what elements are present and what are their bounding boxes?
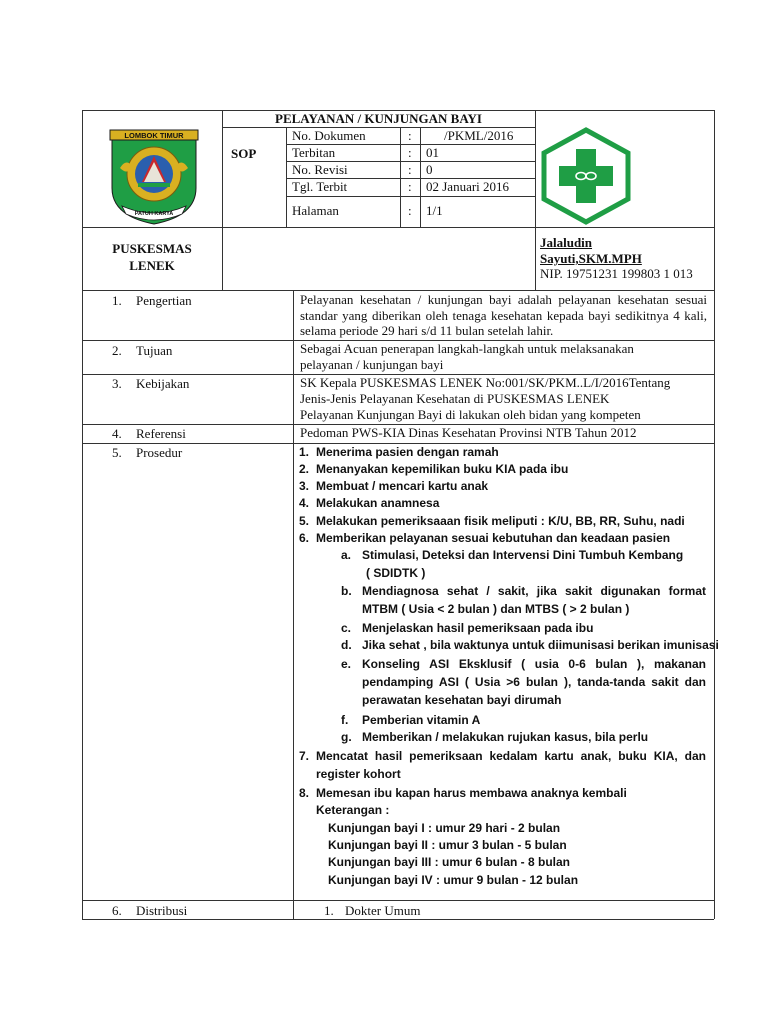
procedure-substep-letter: g. xyxy=(341,730,352,744)
section-label-pengertian: Pengertian xyxy=(136,293,192,308)
procedure-substep: Menjelaskan hasil pemeriksaan pada ibu xyxy=(362,621,594,635)
procedure-step-number: 2. xyxy=(299,462,310,476)
svg-text:PATUH KARYA: PATUH KARYA xyxy=(134,211,174,217)
section-text-referensi: Pedoman PWS-KIA Dinas Kesehatan Provinsi NTB Tahun 2012 xyxy=(300,425,637,440)
section-label-tujuan: Tujuan xyxy=(136,343,173,358)
section-number: 2. xyxy=(112,343,122,358)
procedure-substep-continuation: ( SDIDTK ) xyxy=(366,566,426,580)
procedure-step: Menanyakan kepemilikan buku KIA pada ibu xyxy=(316,462,569,476)
procedure-step-number: 1. xyxy=(299,445,310,459)
procedure-substep-letter: f. xyxy=(341,713,349,727)
procedure-substep-letter: e. xyxy=(341,657,352,671)
meta-colon: : xyxy=(408,203,412,218)
procedure-note-label: Keterangan : xyxy=(316,803,390,817)
procedure-substep: Mendiagnosa sehat / sakit, jika sakit digunakan format MTBM ( Usia < 2 bulan ) dan MTBS ( > 2 bulan ) xyxy=(362,584,706,616)
meta-colon: : xyxy=(408,162,412,177)
meta-value-document-number: /PKML/2016 xyxy=(444,128,514,143)
procedure-substep: Konseling ASI Eksklusif ( usia 0-6 bulan ), makanan pendamping ASI ( Usia >6 bulan ), tanda-tanda sakit dan perawatan kesehatan bayi dirumah xyxy=(362,657,706,707)
procedure-substep: Pemberian vitamin A xyxy=(362,713,481,727)
sop-label: SOP xyxy=(231,146,257,161)
distribution-item: Dokter Umum xyxy=(345,903,421,918)
procedure-step: Melakukan anamnesa xyxy=(316,496,440,510)
procedure-step: Melakukan pemeriksaaan fisik meliputi : K/U, BB, RR, Suhu, nadi xyxy=(316,514,685,528)
section-label-distribusi: Distribusi xyxy=(136,903,188,918)
procedure-step: Memesan ibu kapan harus membawa anaknya kembali xyxy=(316,786,627,800)
signer-title: Sayuti,SKM.MPH xyxy=(540,251,642,266)
procedure-substep-letter: d. xyxy=(341,638,352,652)
procedure-step-number: 5. xyxy=(299,514,310,528)
procedure-step-number: 8. xyxy=(299,786,310,800)
procedure-substep: Jika sehat , bila waktunya untuk diimunisasi berikan imunisasi xyxy=(362,638,719,652)
section-number: 5. xyxy=(112,445,122,460)
section-label-prosedur: Prosedur xyxy=(136,445,183,460)
document-title: PELAYANAN / KUNJUNGAN BAYI xyxy=(275,111,482,126)
procedure-step-number: 6. xyxy=(299,531,310,545)
meta-label: Tgl. Terbit xyxy=(292,179,348,194)
meta-label: No. Revisi xyxy=(292,162,348,177)
meta-value-revision: 0 xyxy=(426,162,433,177)
section-text-tujuan: Sebagai Acuan penerapan langkah-langkah untuk melaksanakan xyxy=(300,341,634,356)
procedure-step-number: 7. xyxy=(299,749,310,763)
organization-name: PUSKESMAS xyxy=(112,241,192,256)
meta-label: Terbitan xyxy=(292,145,336,160)
section-text-kebijakan: SK Kepala PUSKESMAS LENEK No:001/SK/PKM..L/I/2016Tentang xyxy=(300,375,671,390)
signer-nip: NIP. 19751231 199803 1 013 xyxy=(540,266,693,281)
meta-value-issue: 01 xyxy=(426,145,439,160)
procedure-substep: Memberikan / melakukan rujukan kasus, bila perlu xyxy=(362,730,649,744)
section-number: 1. xyxy=(112,293,122,308)
section-number: 3. xyxy=(112,376,122,391)
meta-value-page: 1/1 xyxy=(426,203,443,218)
procedure-substep: Stimulasi, Deteksi dan Intervensi Dini Tumbuh Kembang xyxy=(362,548,684,562)
puskesmas-logo xyxy=(540,127,632,225)
section-text-kebijakan: Jenis-Jenis Pelayanan Kesehatan di PUSKESMAS LENEK xyxy=(300,391,610,406)
section-label-referensi: Referensi xyxy=(136,426,186,441)
svg-text:LOMBOK TIMUR: LOMBOK TIMUR xyxy=(124,131,184,140)
procedure-step: Memberikan pelayanan sesuai kebutuhan dan keadaan pasien xyxy=(316,531,671,545)
meta-colon: : xyxy=(408,128,412,143)
procedure-substep-letter: a. xyxy=(341,548,352,562)
procedure-step-number: 4. xyxy=(299,496,310,510)
meta-label: Halaman xyxy=(292,203,339,218)
section-label-kebijakan: Kebijakan xyxy=(136,376,190,391)
lombok-timur-logo xyxy=(108,128,200,226)
procedure-note: Kunjungan bayi IV : umur 9 bulan - 12 bulan xyxy=(328,873,579,887)
procedure-step: Menerima pasien dengan ramah xyxy=(316,445,499,459)
section-text-kebijakan: Pelayanan Kunjungan Bayi di lakukan oleh bidan yang kompeten xyxy=(300,407,641,422)
section-text-pengertian: Pelayanan kesehatan / kunjungan bayi adalah pelayanan kesehatan sesuai standar yang diberikan oleh tenaga kesehatan kepada bayi sedikitnya 4 kali, selama periode 29 hari s/d 11 bulan setelah lahir. xyxy=(300,292,707,338)
procedure-step-number: 3. xyxy=(299,479,310,493)
procedure-note: Kunjungan bayi II : umur 3 bulan - 5 bulan xyxy=(328,838,567,852)
meta-colon: : xyxy=(408,179,412,194)
procedure-step: Mencatat hasil pemeriksaan kedalam kartu anak, buku KIA, dan register kohort xyxy=(316,749,706,781)
section-number: 4. xyxy=(112,426,122,441)
procedure-note: Kunjungan bayi I : umur 29 hari - 2 bulan xyxy=(328,821,561,835)
distribution-item-number: 1. xyxy=(324,903,334,918)
section-number: 6. xyxy=(112,903,122,918)
meta-colon: : xyxy=(408,145,412,160)
meta-label: No. Dokumen xyxy=(292,128,366,143)
section-text-tujuan: pelayanan / kunjungan bayi xyxy=(300,357,444,372)
procedure-step: Membuat / mencari kartu anak xyxy=(316,479,489,493)
meta-value-date: 02 Januari 2016 xyxy=(426,179,510,194)
procedure-note: Kunjungan bayi III : umur 6 bulan - 8 bulan xyxy=(328,855,571,869)
organization-location: LENEK xyxy=(129,258,175,273)
procedure-substep-letter: b. xyxy=(341,584,352,598)
signer-name: Jalaludin xyxy=(540,235,593,250)
procedure-substep-letter: c. xyxy=(341,621,352,635)
